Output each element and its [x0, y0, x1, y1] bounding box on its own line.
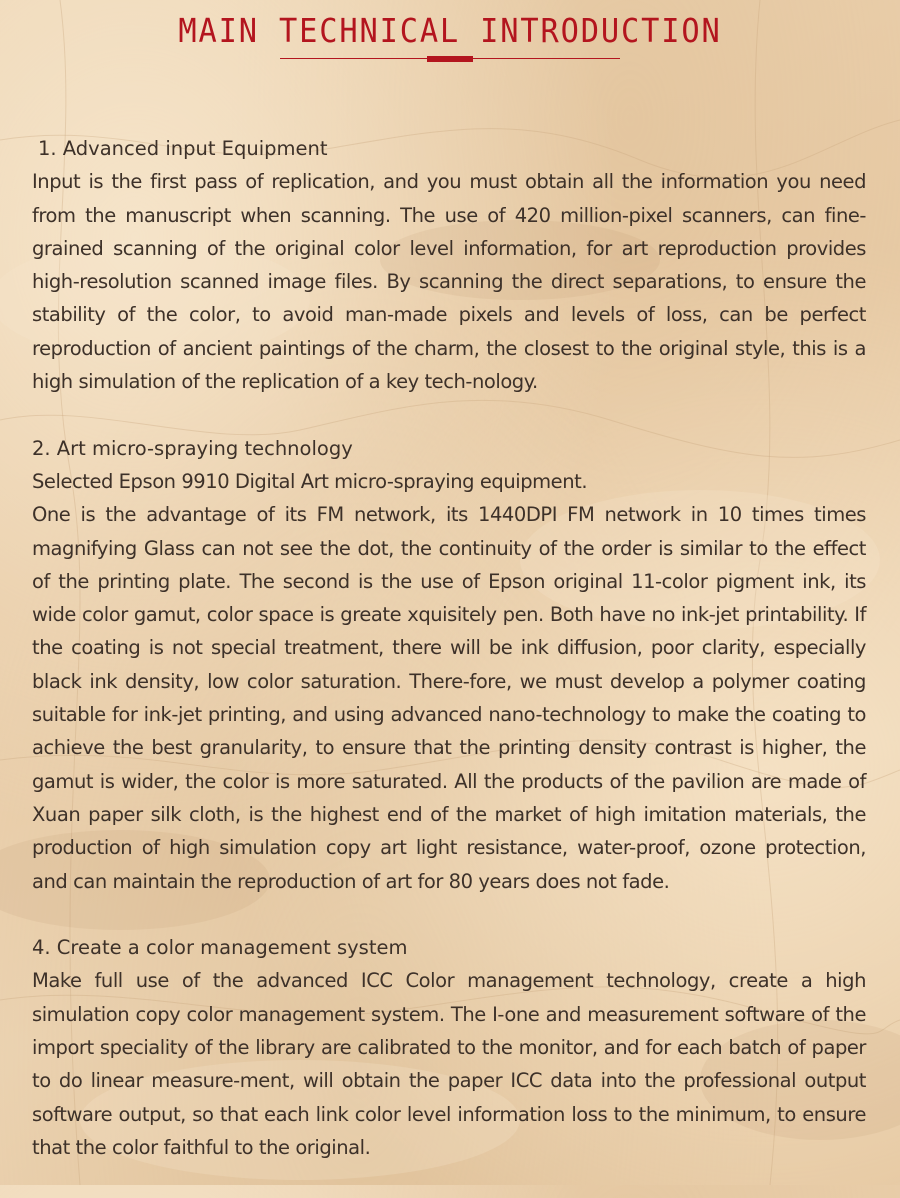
- section-heading: 4. Create a color management system: [32, 936, 408, 960]
- section-micro-spraying: [32, 432, 866, 898]
- section-paragraph: Selected Epson 9910 Digital Art micro-spraying equipment.: [32, 469, 588, 493]
- title-divider-accent: [427, 56, 473, 62]
- section-advanced-input: [32, 132, 866, 398]
- page-title: MAIN TECHNICAL INTRODUCTION: [178, 11, 722, 50]
- section-paragraph: One is the advantage of its FM network, its 1440DPI FM network in 10 times times magnifying Glass can not see the dot, the continuity of the order is similar to the effect of the printing plate. The second is the use of Epson original 11-color pigment ink, its wide color gamut, color space is greate xquisitely pen. Both have no ink-jet printability. If the coating is not special treatment, there will be ink diffusion, poor clarity, especially black ink density, low color saturation. There-fore, we must develop a polymer coating suitable for ink-jet printing, and using advanced nano-technology to make the coating to achieve the best granularity, to ensure that the printing density contrast is higher, the gamut is wider, the color is more saturated. All the products of the pavilion are made of Xuan paper silk cloth, is the highest end of the market of high imitation materials, the production of high simulation copy art light resistance, water-proof, ozone protection, and can maintain the reproduction of art for 80 years does not fade.: [32, 503, 866, 893]
- page-header: [0, 10, 900, 52]
- section-heading: 1. Advanced input Equipment: [38, 137, 328, 160]
- section-color-management: [32, 931, 866, 1164]
- section-heading: 2. Art micro-spraying technology: [32, 436, 353, 460]
- article-body: [32, 132, 866, 1198]
- section-paragraph: Input is the first pass of replication, and you must obtain all the information you need from the manuscript when scanning. The use of 420 million-pixel scanners, can fine-grained scanning of the original color level information, for art reproduction provides high-resolution scanned image files. By scanning the direct separations, to ensure the stability of the color, to avoid man-made pixels and levels of loss, can be perfect reproduction of ancient paintings of the charm, the closest to the original style, this is a high simulation of the replication of a key tech-nology.: [32, 170, 866, 394]
- section-paragraph: Make full use of the advanced ICC Color management technology, create a high simulation copy color management system. The I-one and measurement software of the import speciality of the library are calibrated to the monitor, and for each batch of paper to do linear measure-ment, will obtain the paper ICC data into the professional output software output, so that each link color level information loss to the minimum, to ensure that the color faithful to the original.: [32, 969, 866, 1159]
